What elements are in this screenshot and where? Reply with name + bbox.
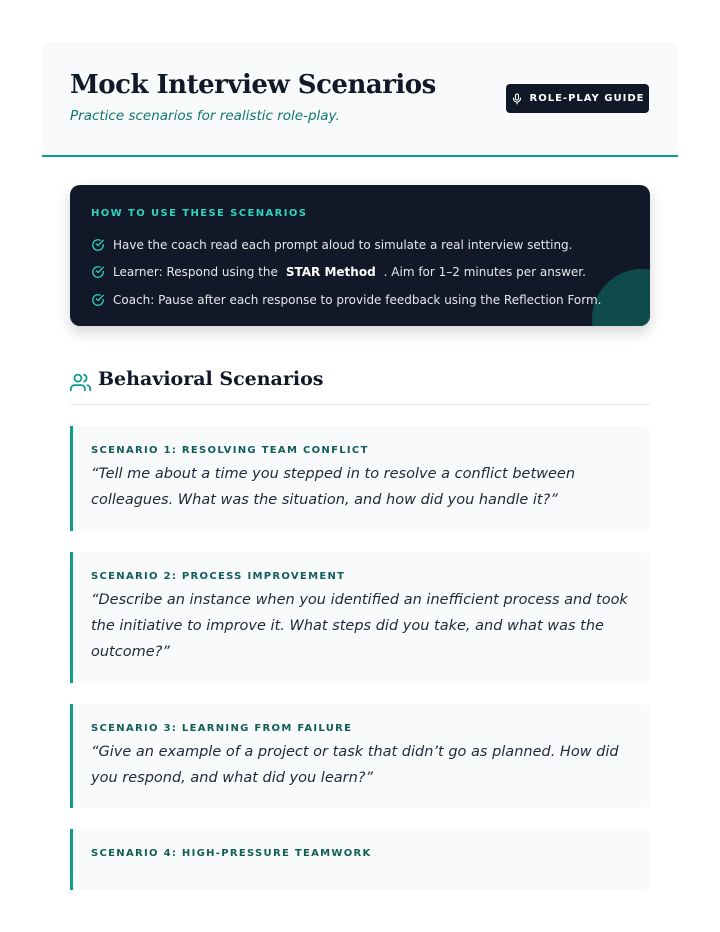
check-circle-icon [91, 293, 105, 307]
how-to-list [91, 231, 602, 314]
page-header [42, 42, 678, 157]
check-circle-icon [91, 238, 105, 252]
scenario-card [70, 704, 650, 808]
scenario-card [70, 552, 650, 683]
section-title: Behavioral Scenarios [98, 368, 324, 390]
scenario-label: SCENARIO 4: HIGH-PRESSURE TEAMWORK [91, 848, 372, 859]
how-to-item [91, 231, 602, 259]
how-to-item-text: Coach: Pause after each response to provide feedback using the Reflection Form. [113, 292, 602, 307]
scenario-label: SCENARIO 3: LEARNING FROM FAILURE [91, 723, 353, 734]
scenario-card [70, 829, 650, 890]
scenario-label: SCENARIO 1: RESOLVING TEAM CONFLICT [91, 445, 369, 456]
users-icon [70, 372, 91, 393]
role-play-guide-label: ROLE-PLAY GUIDE [529, 93, 645, 104]
how-to-use-panel [70, 185, 650, 326]
how-to-item [91, 286, 602, 314]
check-circle-icon [91, 265, 105, 279]
scenario-quote: “Tell me about a time you stepped in to resolve a conflict between colleagues. What was the situation, and how did you handle it?” [91, 466, 576, 508]
scenario-card [70, 426, 650, 531]
section-header [70, 368, 650, 405]
how-to-item-text: Have the coach read each prompt aloud to simulate a real interview setting. [113, 237, 573, 252]
role-play-guide-button[interactable] [506, 84, 649, 113]
how-to-item-text-after: . Aim for 1–2 minutes per answer. [383, 265, 586, 280]
how-to-item-text-before: Learner: Respond using the [113, 265, 278, 280]
page-subtitle: Practice scenarios for realistic role-play. [70, 108, 340, 124]
scenario-quote: “Describe an instance when you identified an inefficient process and took the initiative to improve it. What steps did you take, and what was the outcome?” [91, 592, 628, 660]
how-to-title: HOW TO USE THESE SCENARIOS [91, 208, 308, 219]
star-method-highlight: STAR Method [285, 265, 376, 280]
microphone-icon [511, 93, 523, 105]
scenario-quote: “Give an example of a project or task that didn’t go as planned. How did you respond, and what did you learn?” [91, 744, 619, 786]
scenario-label: SCENARIO 2: PROCESS IMPROVEMENT [91, 571, 346, 582]
page-title: Mock Interview Scenarios [70, 70, 436, 100]
how-to-item [91, 259, 602, 287]
